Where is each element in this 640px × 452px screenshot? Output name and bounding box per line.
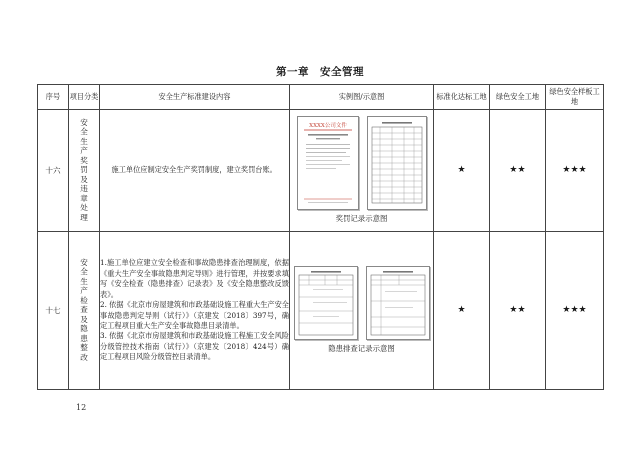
header-green-model-site: 绿色安全样板工地 xyxy=(546,85,604,110)
safety-standard-table xyxy=(37,84,604,390)
header-example: 实例图/示意图 xyxy=(290,85,434,110)
standard-site-rating: ★ xyxy=(434,232,490,390)
row-category xyxy=(69,232,100,390)
table-header-row xyxy=(38,85,604,110)
row-category-text: 安全生产奖罚及违章处理 xyxy=(80,117,88,222)
table-row xyxy=(38,232,604,390)
content-item: 1.施工单位应建立安全检查和事故隐患排查治理制度，依据《重大生产安全事故隐患判定导则》进行管理，并按要求填写《安全检查（隐患排查）记录表》及《安全隐患整改反馈表》。 xyxy=(100,258,289,299)
standard-site-rating: ★ xyxy=(434,110,490,232)
green-model-site-rating: ★★★ xyxy=(546,232,604,390)
rectification-feedback-form-image xyxy=(366,266,430,340)
green-site-rating: ★★ xyxy=(490,110,546,232)
content-item: 2. 依据《北京市房屋建筑和市政基础设施工程重大生产安全事故隐患判定导则（试行）》（京建发〔2018〕397号，确定工程项目重大生产安全事故隐患目录清单。 xyxy=(100,300,289,330)
table-row xyxy=(38,110,604,232)
reward-penalty-doc-image xyxy=(297,116,359,210)
row-example xyxy=(290,110,434,232)
row-seq: 十七 xyxy=(38,232,69,390)
row-seq: 十六 xyxy=(38,110,69,232)
header-content: 安全生产标准建设内容 xyxy=(100,85,290,110)
page-number: 12 xyxy=(76,403,87,412)
reward-penalty-record-table-image xyxy=(367,116,427,210)
row-category-text: 安全生产检查及隐患整改 xyxy=(80,257,88,362)
row-example xyxy=(290,232,434,390)
row-category xyxy=(69,110,100,232)
green-model-site-rating: ★★★ xyxy=(546,110,604,232)
row-content xyxy=(100,110,290,232)
row-content-text: 施工单位应制定安全生产奖罚制度，建立奖罚台账。 xyxy=(111,165,277,175)
chapter-title: 第一章 安全管理 xyxy=(276,66,364,78)
header-category: 项目分类 xyxy=(69,85,100,110)
row-content xyxy=(100,232,290,390)
header-seq: 序号 xyxy=(38,85,69,110)
inspection-record-form-image xyxy=(294,266,358,340)
content-item: 3. 依据《北京市房屋建筑和市政基础设施工程施工安全风险分级管控技术指南（试行）》（京建发〔2018〕424号）确定工程项目风险分级管控目录清单。 xyxy=(100,331,289,362)
doc-stamp-text: XXXX公司文件 xyxy=(308,123,347,130)
header-standard-site: 标准化达标工地 xyxy=(434,85,490,110)
example-caption: 隐患排查记录示意图 xyxy=(328,344,395,354)
green-site-rating: ★★ xyxy=(490,232,546,390)
header-green-site: 绿色安全工地 xyxy=(490,85,546,110)
example-caption: 奖罚记录示意图 xyxy=(335,214,388,224)
